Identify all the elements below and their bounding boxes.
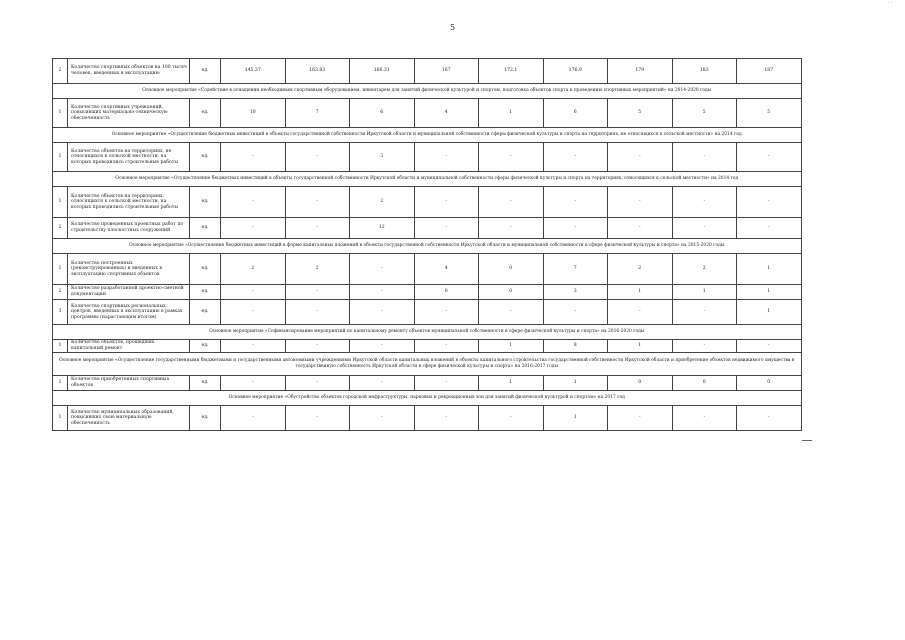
value-cell: - [672,406,737,431]
value-cell: 4 [414,99,479,128]
value-cell: 12 [350,218,415,239]
value-cell: 5 [608,99,673,128]
section-heading-row [53,128,802,143]
section-heading-row [53,84,802,99]
value-cell: - [737,340,802,353]
value-cell: - [672,218,737,239]
unit-cell: ед. [190,59,221,84]
value-cell: - [608,143,673,172]
indicator-name: Количество объектов, прошедших капитальный ремонт [68,340,190,353]
value-cell: - [221,406,286,431]
value-cell: 10 [221,99,286,128]
table-row [53,406,802,431]
value-cell: - [221,376,286,391]
value-cell: 1 [608,340,673,353]
table-row [53,99,802,128]
value-cell: - [414,143,479,172]
value-cell: - [414,300,479,325]
indicator-name: Количество приобретенных спортивных объектов [68,376,190,391]
value-cell: - [285,218,350,239]
value-cell: 179 [608,59,673,84]
table-row [53,187,802,218]
indicator-name: Количество объектов на территориях, относящихся к сельской местности, на которых проводились строительные работы [68,187,190,218]
value-cell: - [221,340,286,353]
value-cell: - [285,285,350,300]
value-cell: 187 [737,59,802,84]
unit-cell: ед. [190,143,221,172]
row-number: 1 [53,143,68,172]
value-cell: 3 [543,285,608,300]
row-number: 1 [53,406,68,431]
indicator-name: Количество проведенных проектных работ по строительству плоскостных сооружений [68,218,190,239]
value-cell: 4 [414,254,479,285]
value-cell: 1 [737,300,802,325]
row-number: 2 [53,285,68,300]
value-cell: - [608,406,673,431]
value-cell: 1 [672,285,737,300]
value-cell: - [737,143,802,172]
value-cell: - [221,285,286,300]
value-cell: - [414,218,479,239]
section-heading-row [53,325,802,340]
value-cell: - [737,218,802,239]
table-row [53,59,802,84]
value-cell: 6 [350,99,415,128]
indicator-name: Количество спортивных учреждений, повысивших материально-техническую обеспеченность [68,99,190,128]
table-row [53,340,802,353]
value-cell: - [350,406,415,431]
value-cell: - [737,406,802,431]
value-cell: 0 [479,285,544,300]
row-number: 1 [53,376,68,391]
value-cell: 7 [543,254,608,285]
value-cell: 2 [672,254,737,285]
unit-cell: ед. [190,406,221,431]
value-cell: - [414,376,479,391]
value-cell: 167 [414,59,479,84]
value-cell: - [543,143,608,172]
unit-cell: ед. [190,285,221,300]
indicator-table-sheet [52,58,800,431]
value-cell: - [737,187,802,218]
table-row [53,254,802,285]
value-cell: 5 [672,99,737,128]
value-cell: 145.37 [221,59,286,84]
value-cell: 2 [221,254,286,285]
section-heading-row [53,353,802,376]
value-cell: - [543,300,608,325]
value-cell: - [350,340,415,353]
value-cell: - [608,187,673,218]
unit-cell: ед. [190,376,221,391]
unit-cell: ед. [190,187,221,218]
row-number: 2 [53,59,68,84]
row-number: 1 [53,99,68,128]
value-cell: 1 [543,406,608,431]
value-cell: - [285,406,350,431]
row-number: 2 [53,218,68,239]
value-cell: 183 [672,59,737,84]
value-cell: 2 [285,254,350,285]
value-cell: 1 [479,99,544,128]
value-cell: - [285,143,350,172]
value-cell: - [221,300,286,325]
value-cell: - [221,143,286,172]
value-cell: - [350,376,415,391]
value-cell: - [479,406,544,431]
unit-cell: ед. [190,300,221,325]
row-number: 1 [53,340,68,353]
section-heading: Основное мероприятие «Осуществление государственными бюджетными и государственными автономными учреждениями Иркутской области капитальных вложений в объекты капитального строительства государственной собственности Иркутской области и приобретение объектов недвижимого имущества в государственную собственность Иркутской области в сфере физической культуры и спорта» на 2016-2017 годы [53,353,802,376]
value-cell: 0 [479,254,544,285]
value-cell: - [672,187,737,218]
value-cell: 2 [608,254,673,285]
table-row [53,285,802,300]
table-row [53,218,802,239]
value-cell: 0 [608,376,673,391]
table-row [53,143,802,172]
value-cell: - [285,187,350,218]
indicator-name: Количество построенных (реконструированных) и введенных в эксплуатацию спортивных объектов [68,254,190,285]
indicator-name: Количество разработанной проектно-сметной документации [68,285,190,300]
value-cell: - [414,340,479,353]
value-cell: 0 [737,376,802,391]
value-cell: 6 [543,99,608,128]
value-cell: - [285,376,350,391]
value-cell: - [221,218,286,239]
section-heading-row [53,391,802,406]
value-cell: 1 [479,340,544,353]
value-cell: - [672,300,737,325]
section-heading: Основное мероприятие «Софинансирование мероприятий по капитальному ремонту объектов муниципальной собственности в сфере физической культуры и спорта» на 2016-2020 годы [53,325,802,340]
value-cell: 1 [737,254,802,285]
section-heading: Основное мероприятие «Осуществление бюджетных инвестиций в объекты государственной собственности Иркутской области и муниципальной собственности сферы физической культуры и спорта на территориях, не относящихся к сельской местности» на 2014 год [53,128,802,143]
value-cell: 1 [479,376,544,391]
value-cell: - [543,218,608,239]
value-cell: 172.1 [479,59,544,84]
value-cell: 1 [543,376,608,391]
value-cell: 0 [672,376,737,391]
scan-edge-mark [802,440,812,441]
section-heading: Основное мероприятие «Осуществление бюджетных инвестиций в форме капитальных вложений в объекты государственной собственности Иркутской области и муниципальной собственности в сфере физической культуры и спорта» на 2015-2020 годы [53,239,802,254]
value-cell: 176.9 [543,59,608,84]
value-cell: - [221,187,286,218]
value-cell: 8 [543,340,608,353]
value-cell: - [479,218,544,239]
value-cell: 166.31 [350,59,415,84]
table-row [53,300,802,325]
indicator-name: Количество муниципальных образований, повысивших свою материальную обеспеченность [68,406,190,431]
value-cell: - [608,218,673,239]
section-heading: Основное мероприятие «Обустройство объектов городской инфраструктуры, парковых и рекреационных зон для занятий физической культурой и спортом» на 2017 год [53,391,802,406]
value-cell: 163.83 [285,59,350,84]
value-cell: - [479,143,544,172]
section-heading: Основное мероприятие «Осуществление бюджетных инвестиций в объекты государственной собственности Иркутской области и муниципальной собственности сферы физической культуры и спорта на территориях, относящихся к сельской местности» на 2014 год [53,172,802,187]
value-cell: 3 [350,143,415,172]
page-number: 5 [449,23,456,32]
section-heading-row [53,172,802,187]
unit-cell: ед. [190,99,221,128]
indicator-name: Количество объектов на территориях, не относящихся к сельской местности, на которых проводились строительные работы [68,143,190,172]
value-cell: - [414,187,479,218]
value-cell: - [672,340,737,353]
value-cell: - [479,300,544,325]
value-cell: 0 [414,285,479,300]
section-heading: Основное мероприятие «Содействие в оснащении необходимым спортивным оборудованием, инвентарем для занятий физической культурой и спортом, подготовка объектов спорта к проведению спортивных мероприятий» на 2014-2020 годы [53,84,802,99]
section-heading-row [53,239,802,254]
row-number: 1 [53,254,68,285]
corner-mark: · · [887,0,893,7]
value-cell: 7 [285,99,350,128]
value-cell: - [285,300,350,325]
value-cell: 1 [737,285,802,300]
unit-cell: ед. [190,218,221,239]
unit-cell: ед. [190,340,221,353]
indicator-table [52,58,802,431]
value-cell: - [285,340,350,353]
value-cell: - [543,187,608,218]
value-cell: 2 [350,187,415,218]
table-row [53,376,802,391]
value-cell: - [608,300,673,325]
indicator-name: Количество спортивных объектов на 100 тысяч человек, введенных в эксплуатацию [68,59,190,84]
unit-cell: ед. [190,254,221,285]
value-cell: - [350,254,415,285]
value-cell: - [672,143,737,172]
value-cell: 1 [608,285,673,300]
value-cell: - [350,300,415,325]
row-number: 1 [53,187,68,218]
indicator-name: Количество спортивных региональных центров, введенных в эксплуатацию в рамках программы (нарастающим итогом) [68,300,190,325]
row-number: 3 [53,300,68,325]
value-cell: - [414,406,479,431]
value-cell: - [350,285,415,300]
value-cell: - [479,187,544,218]
table-body [53,59,802,431]
value-cell: 5 [737,99,802,128]
